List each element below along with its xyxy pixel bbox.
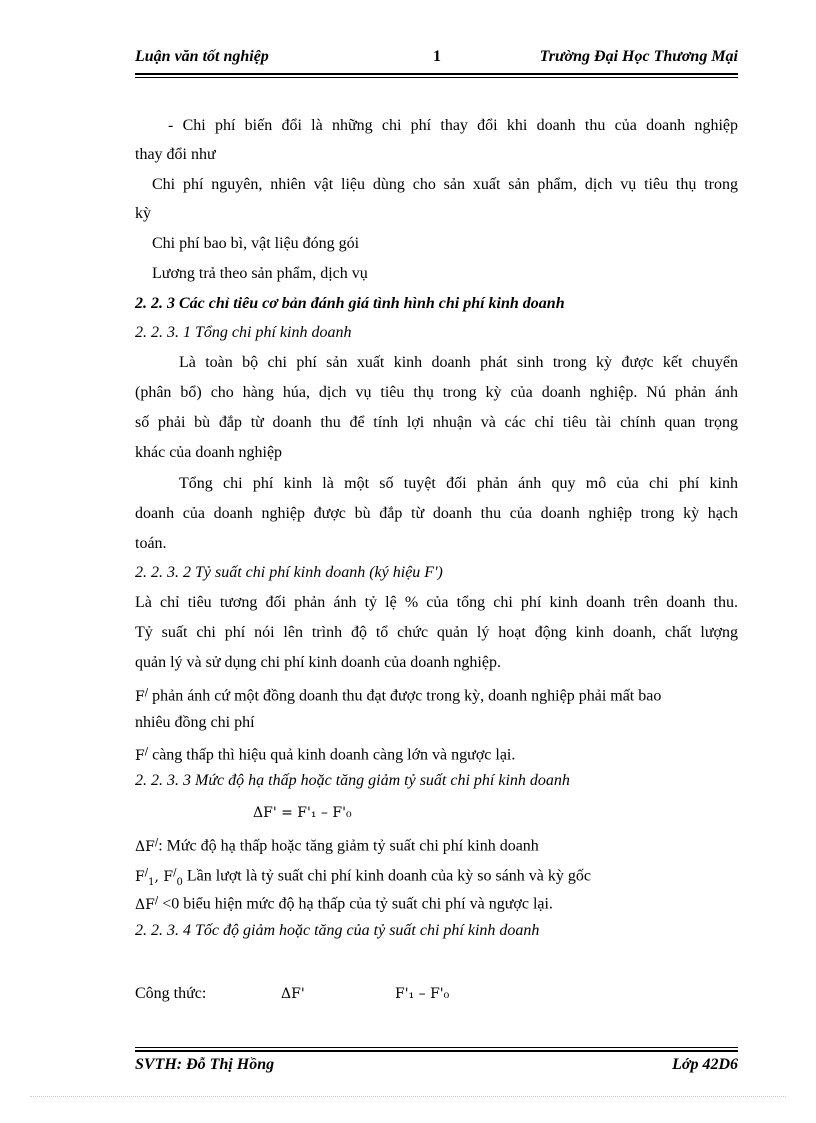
paragraph-line: Lương trả theo sản phẩm, dịch vụ <box>152 265 368 282</box>
paragraph-line: thay đổi như <box>135 146 216 163</box>
subsection-heading-2-2-3-2: 2. 2. 3. 2 Tỷ suất chi phí kinh doanh (ký hiệu F') <box>135 564 443 581</box>
subsection-heading-2-2-3-3: 2. 2. 3. 3 Mức độ hạ thấp hoặc tăng giảm tỷ suất chi phí kinh doanh <box>135 772 570 789</box>
paragraph-line <box>135 742 738 766</box>
paragraph-line: Chi phí nguyên, nhiên vật liệu dùng cho sản xuất sản phẩm, dịch vụ tiêu thụ trong <box>152 176 738 193</box>
header-rule-thick <box>135 73 738 75</box>
paragraph-line: Là toàn bộ chi phí sản xuất kinh doanh phát sinh trong kỳ được kết chuyển <box>179 354 738 371</box>
paragraph-line: Chi phí bao bì, vật liệu đóng gói <box>152 235 360 252</box>
paragraph-text: phản ánh cứ một đồng doanh thu đạt được trong kỳ, doanh nghiệp phải mất bao <box>152 687 662 705</box>
paragraph-line: toán. <box>135 535 167 552</box>
paragraph-text: <0 biểu hiện mức độ hạ thấp của tỷ suất chi phí và ngược lại. <box>162 895 553 913</box>
paragraph-text: Lần lượt là tỷ suất chi phí kinh doanh của kỳ so sánh và kỳ gốc <box>186 867 592 885</box>
f-prime-symbol: F/ <box>135 746 149 764</box>
paragraph-line: (phân bổ) cho hàng húa, dịch vụ tiêu thụ trong kỳ của doanh nghiệp. Nú phản ánh <box>135 384 738 401</box>
f1-f0-symbols: $F^/_1$, $F^/_0$ <box>135 867 183 888</box>
paragraph-line: Tỷ suất chi phí nói lên trình độ tổ chức quản lý hoạt động kinh doanh, chất lượng <box>135 624 738 641</box>
f-prime-symbol: F/ <box>135 687 149 705</box>
paragraph-text: : Mức độ hạ thấp hoặc tăng giảm tỷ suất chi phí kinh doanh <box>158 837 539 855</box>
footer-student: SVTH: Đỗ Thị Hồng <box>135 1056 275 1073</box>
header-thesis-label: Luận văn tốt nghiệp <box>135 48 269 65</box>
footer-class: Lớp 42D6 <box>672 1056 738 1073</box>
subsection-heading-2-2-3-1: 2. 2. 3. 1 Tổng chi phí kinh doanh <box>135 324 352 341</box>
paragraph-line <box>135 833 738 857</box>
section-heading-2-2-3: 2. 2. 3 Các chỉ tiêu cơ bản đánh giá tình hình chi phí kinh doanh <box>135 295 565 312</box>
paragraph-line: quản lý và sử dụng chi phí kinh doanh của doanh nghiệp. <box>135 654 501 671</box>
paragraph-line <box>135 683 738 707</box>
page-footer <box>135 1056 738 1078</box>
formula-label: Công thức: <box>135 985 207 1002</box>
paragraph-line: nhiêu đồng chi phí <box>135 714 255 731</box>
paragraph-line: khác của doanh nghiệp <box>135 444 283 461</box>
paragraph-line <box>135 891 738 915</box>
page-header <box>135 48 738 70</box>
paragraph-line: Tổng chi phí kinh là một số tuyệt đối phản ánh quy mô của chi phí kinh <box>179 475 738 492</box>
paragraph-line: Là chỉ tiêu tương đối phản ánh tỷ lệ % của tổng chi phí kinh doanh trên doanh thu. <box>135 594 738 611</box>
header-university: Trường Đại Học Thương Mại <box>539 48 738 65</box>
paragraph-line: - Chi phí biến đổi là những chi phí thay đổi khi doanh thu của doanh nghiệp <box>168 117 738 134</box>
formula-numerator-right: F'₁ – F'₀ <box>395 986 450 1002</box>
paragraph-line <box>135 863 738 892</box>
delta-f-prime-symbol: ΔF/ <box>135 837 159 855</box>
header-rule-thin <box>135 77 738 78</box>
page-edge-dotted-line <box>30 1096 786 1097</box>
paragraph-text: càng thấp thì hiệu quả kinh doanh càng lớn và ngược lại. <box>152 746 516 764</box>
footer-rule-thin <box>135 1047 738 1048</box>
subsection-heading-2-2-3-4: 2. 2. 3. 4 Tốc độ giảm hoặc tăng của tỷ suất chi phí kinh doanh <box>135 922 540 939</box>
paragraph-line: kỳ <box>135 205 151 222</box>
formula-numerator-left: ΔF' <box>281 986 305 1002</box>
page-number: 1 <box>433 48 441 65</box>
paragraph-line: số phải bù đắp từ doanh thu để tính lợi nhuận và các chỉ tiêu tài chính quan trọng <box>135 414 738 431</box>
footer-rule-thick <box>135 1050 738 1052</box>
formula-delta-f: ΔF' = F'₁ – F'₀ <box>253 805 352 821</box>
paragraph-line: doanh của doanh nghiệp được bù đắp từ doanh thu của doanh nghiệp trong kỳ hạch <box>135 505 738 522</box>
delta-f-prime-symbol: ΔF/ <box>135 895 159 913</box>
